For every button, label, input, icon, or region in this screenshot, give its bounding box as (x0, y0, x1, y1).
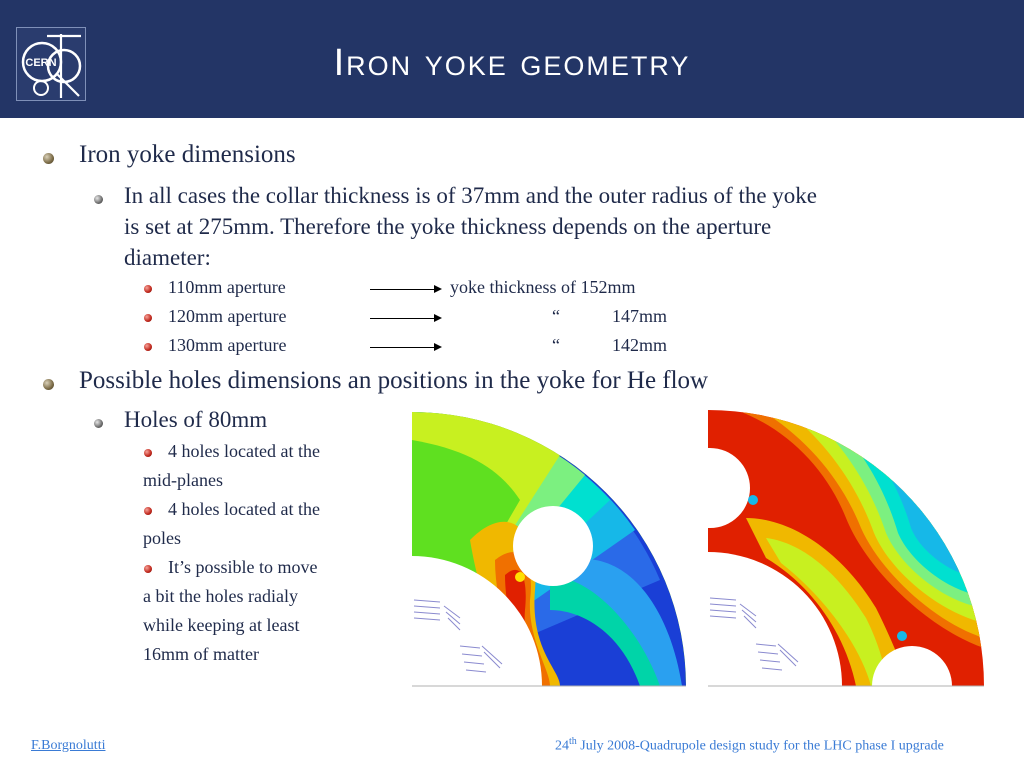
ditto-mark: “ (552, 335, 560, 355)
svg-text:CERN: CERN (25, 57, 57, 69)
aperture-label: 130mm aperture (168, 335, 287, 355)
footer-date-text (555, 736, 944, 755)
hole-item-text: mid-planes (143, 470, 223, 490)
footer-description: July 2008-Quadrupole design study for the LHC phase I upgrade (576, 738, 944, 754)
bullet-marker (43, 153, 54, 164)
bullet-marker (43, 379, 54, 390)
aperture-label: 120mm aperture (168, 306, 287, 326)
bullet-marker (144, 343, 152, 351)
arrow-icon (370, 289, 440, 290)
footer-day-suffix: th (569, 736, 577, 747)
hole-item-text: It’s possible to move (168, 557, 318, 577)
hole-item-text: while keeping at least (143, 615, 300, 635)
yoke-field-map-midplane-holes (410, 410, 686, 690)
bullet-marker (94, 419, 103, 428)
ditto-mark: “ (552, 306, 560, 326)
hole-item-text: poles (143, 528, 181, 548)
hole-item-text: 4 holes located at the (168, 441, 320, 461)
thickness-value: 142mm (612, 335, 668, 355)
bullet-marker (144, 507, 152, 515)
slide-title: Iron yoke geometry (333, 42, 691, 84)
footer-day: 24 (555, 738, 569, 754)
bullet-yoke-dimensions: Iron yoke dimensions (79, 141, 296, 168)
aperture-label: 110mm aperture (168, 277, 286, 297)
hole-item-text: a bit the holes radialy (143, 586, 298, 606)
yoke-field-map-pole-holes (706, 408, 984, 690)
collar-text-line-3: diameter: (124, 245, 211, 270)
bullet-marker (144, 449, 152, 457)
hole-item-text: 4 holes located at the (168, 499, 320, 519)
bullet-marker (144, 314, 152, 322)
thickness-value: 147mm (612, 306, 668, 326)
arrow-icon (370, 318, 440, 319)
author-link[interactable]: F.Borgnolutti (31, 738, 106, 753)
collar-text-line-2: is set at 275mm. Therefore the yoke thickness depends on the aperture (124, 214, 772, 239)
hole-item-text: 16mm of matter (143, 644, 259, 664)
collar-text-line-1: In all cases the collar thickness is of 37mm and the outer radius of the yoke (124, 183, 817, 208)
arrow-icon (370, 347, 440, 348)
bullet-marker (144, 565, 152, 573)
bullet-marker (144, 285, 152, 293)
thickness-value: yoke thickness of 152mm (450, 277, 636, 297)
header-bar (0, 0, 1024, 118)
bullet-holes: Possible holes dimensions an positions in the yoke for He flow (79, 367, 709, 394)
holes-80mm: Holes of 80mm (124, 407, 268, 432)
bullet-marker (94, 195, 103, 204)
